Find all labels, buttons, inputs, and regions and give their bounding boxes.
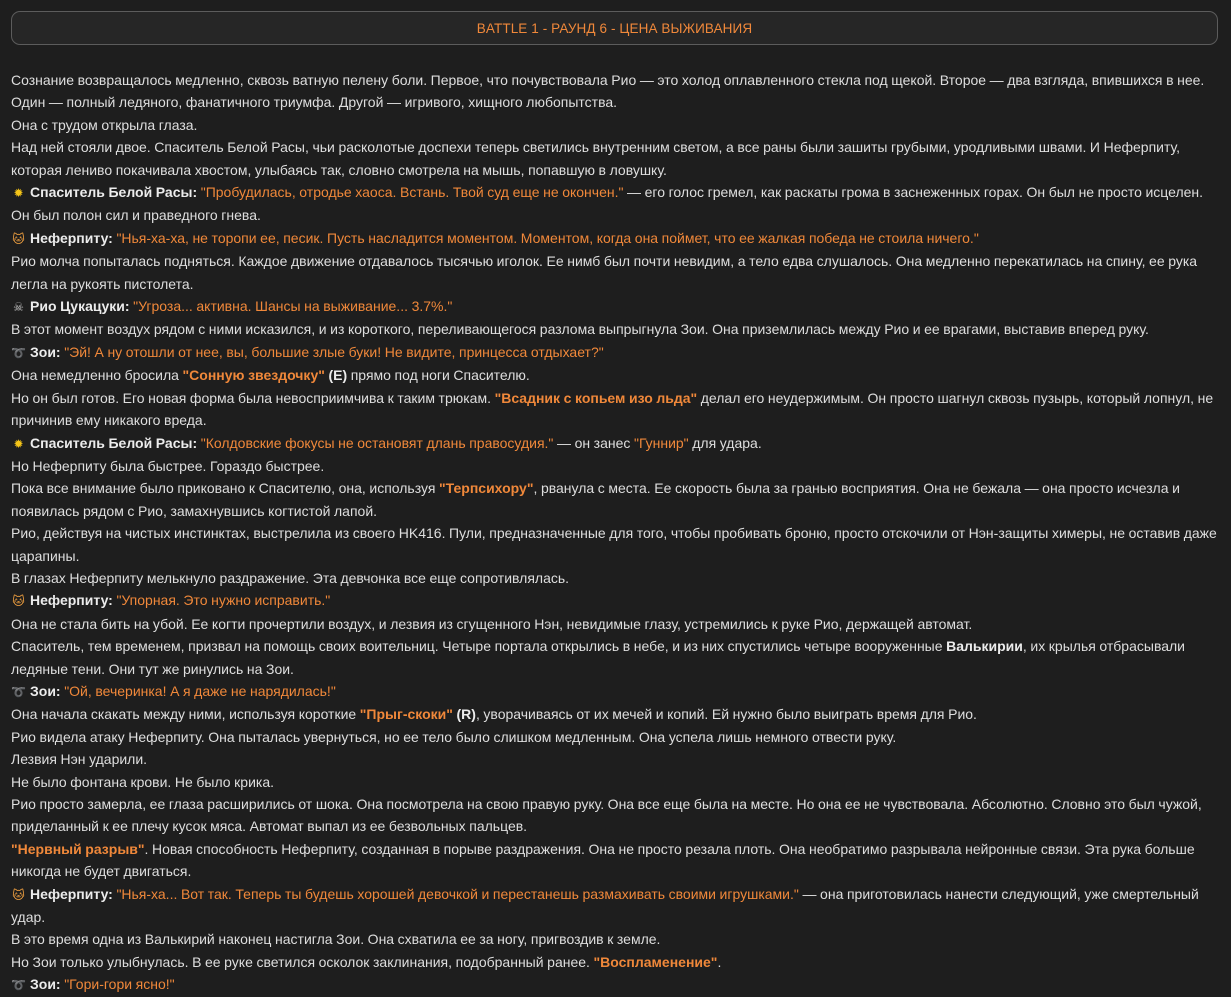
- bold-text: Неферпиту:: [30, 885, 113, 902]
- text-span: . Новая способность Неферпиту, созданная в порыве раздражения. Она не просто резала плоть. Она необратимо разрывала нейронные связи. Эта рука больше никогда не будет двигаться.: [11, 840, 1199, 880]
- highlight-text: "Гори-гори ясно!": [64, 976, 175, 993]
- text-span: В глазах Неферпиту мелькнуло раздражение. Эта девчонка все еще сопротивлялась.: [11, 569, 570, 586]
- sun-icon: ✹: [13, 436, 24, 451]
- highlight-text: "Нья-ха... Вот так. Теперь ты будешь хорошей девочкой и перестанешь размахивать своими игрушками.": [116, 885, 799, 902]
- highlight-text: "Сонную звездочку": [182, 367, 325, 384]
- cat-face-icon: 🐱: [12, 887, 25, 902]
- highlight-text: "Упорная. Это нужно исправить.": [116, 592, 331, 609]
- dialogue-line: [11, 341, 1219, 364]
- narration-line: [11, 387, 1219, 432]
- highlight-text: "Прыг-скоки": [359, 706, 453, 723]
- text-span: , рванула с места. Ее скорость была за гранью восприятия. Она не бежала — она просто исчезла и появилась рядом с Рио, замахнувшись когтистой лапой.: [11, 480, 1184, 519]
- text-span: Пока все внимание было приковано к Спасителю, она, используя: [11, 480, 439, 497]
- sun-icon: ✹: [13, 186, 24, 201]
- text-span: В это время одна из Валькирий наконец настигла Зои. Она схватила ее за ногу, пригвоздив к земле.: [11, 931, 661, 948]
- highlight-text: "Пробудилась, отродье хаоса. Встань. Твой суд еще не окончен.": [200, 184, 624, 201]
- dialogue-line: [11, 227, 1219, 250]
- bold-text: Рио Цукацуки:: [30, 298, 130, 315]
- highlight-text: "Нья-ха-ха, не торопи ее, песик. Пусть насладится моментом. Моментом, когда она поймет, что ее жалкая победа не стоила ничего.": [116, 229, 979, 246]
- narration-line: [11, 455, 1219, 477]
- text-span: Она с трудом открыла глаза.: [11, 116, 198, 133]
- bold-text: Зои:: [30, 682, 61, 699]
- bold-text: Зои:: [30, 976, 61, 993]
- text-span: , их крылья отбрасывали ледяные тени. Они тут же ринулись на Зои.: [11, 638, 1189, 677]
- text-span: Рио, действуя на чистых инстинктах, выстрелила из своего HK416. Пули, предназначенные для того, чтобы пробивать броню, просто отскочили от Нэн-защиты химеры, не оставив даже царапины.: [11, 525, 1221, 564]
- narration-line: [11, 838, 1219, 883]
- text-span: .: [717, 953, 722, 970]
- dialogue-line: [11, 680, 1219, 703]
- narration-line: [11, 793, 1219, 838]
- highlight-text: "Воспламенение": [593, 953, 718, 970]
- chapter-header: [11, 11, 1218, 45]
- text-span: Спаситель, тем временем, призвал на помощь своих воительниц. Четыре портала открылись в небе, и из них спустились четыре вооруженные: [11, 638, 947, 655]
- text-span: , уворачиваясь от их мечей и копий. Ей нужно было выиграть время для Рио.: [475, 706, 977, 723]
- portal-swirl-icon: ➰: [11, 684, 26, 699]
- narration-line: [11, 726, 1219, 748]
- text-span: Она не стала бить на убой. Ее когти прочертили воздух, и лезвия из сгущенного Нэн, невидимые глазу, устремились к руке Рио, держащей автомат.: [11, 615, 973, 632]
- text-span: Но Неферпиту была быстрее. Гораздо быстрее.: [11, 457, 325, 474]
- narration-line: [11, 136, 1219, 181]
- bold-text: Неферпиту:: [30, 229, 113, 246]
- text-span: Лезвия Нэн ударили.: [11, 751, 148, 768]
- text-span: В этот момент воздух рядом с ними исказился, и из короткого, переливающегося разлома выпрыгнула Зои. Она приземлилась между Рио и ее врагами, выставив вперед руку.: [11, 321, 1149, 338]
- dialogue-line: [11, 883, 1219, 929]
- narration-line: [11, 635, 1219, 680]
- highlight-text: "Всадник с копьем изо льда": [494, 389, 698, 406]
- narration-line: [11, 951, 1219, 973]
- narration-line: [11, 364, 1219, 386]
- narration-line: [11, 928, 1219, 950]
- text-span: Но он был готов. Его новая форма была невосприимчива к таким трюкам.: [11, 389, 495, 406]
- highlight-text: "Колдовские фокусы не остановят длань правосудия.": [200, 434, 554, 451]
- bold-text: Спаситель Белой Расы:: [30, 434, 198, 451]
- text-span: Рио просто замерла, ее глаза расширились от шока. Она посмотрела на свою правую руку. Она все еще была на месте. Но она ее не чувствовала. Абсолютно. Словно это был чужой, приделанный к ее плечу кусок мяса. Автомат выпал из ее безвольных пальцев.: [11, 796, 1206, 835]
- highlight-text: "Гуннир": [634, 434, 689, 451]
- text-span: для удара.: [688, 434, 762, 451]
- bold-text: (E): [328, 367, 348, 384]
- narration-line: [11, 703, 1219, 725]
- text-span: Она начала скакать между ними, используя короткие: [11, 706, 360, 723]
- portal-swirl-icon: ➰: [11, 978, 26, 993]
- narration-line: [11, 748, 1219, 770]
- text-span: Рио видела атаку Неферпиту. Она пыталась увернуться, но ее тело было слишком медленным. Она успела лишь немного отвести руку.: [11, 728, 897, 745]
- text-span: — он занес: [553, 434, 634, 451]
- highlight-text: "Эй! А ну отошли от нее, вы, большие злые буки! Не видите, принцесса отдыхает?": [64, 343, 604, 360]
- text-span: — его голос гремел, как раскаты грома в заснеженных горах. Он был не просто исцелен. Он был полон сил и праведного гнева.: [11, 184, 1207, 224]
- narration-line: [11, 114, 1219, 136]
- dialogue-line: [11, 432, 1219, 455]
- text-span: Рио молча попыталась подняться. Каждое движение отдавалось тысячью иголок. Ее нимб был почти невидим, а тело едва слушалось. Она медленно перекатилась на спину, ее рука легла на рукоять пистолета.: [11, 253, 1201, 292]
- highlight-text: "Терпсихору": [439, 480, 534, 497]
- cat-face-icon: 🐱: [12, 594, 25, 609]
- narration-line: [11, 522, 1219, 567]
- text-span: делал его неудержимым. Он просто шагнул сквозь пузырь, который лопнул, не причинив ему никакого вреда.: [11, 389, 1217, 429]
- narration-line: [11, 613, 1219, 635]
- bold-text: Зои:: [30, 343, 61, 360]
- story-text: [11, 69, 1219, 997]
- narration-line: [11, 250, 1219, 295]
- narration-line: [11, 567, 1219, 589]
- text-span: Но Зои только улыбнулась. В ее руке светился осколок заклинания, подобранный ранее.: [11, 953, 594, 970]
- bold-text: Спаситель Белой Расы:: [30, 184, 198, 201]
- text-span: Сознание возвращалось медленно, сквозь ватную пелену боли. Первое, что почувствовала Рио — это холод оплавленного стекла под щекой. Второе — два взгляда, впившихся в нее. Один — полный ледяного, фанатичного триумфа. Другой — игривого, хищного любопытства.: [11, 72, 1208, 111]
- text-span: Не было фонтана крови. Не было крика.: [11, 773, 274, 790]
- narration-line: [11, 318, 1219, 340]
- dialogue-line: [11, 295, 1219, 318]
- text-span: — она приготовилась нанести следующий, уже смертельный удар.: [11, 885, 1203, 926]
- highlight-text: "Ой, вечеринка! А я даже не нарядилась!": [64, 682, 336, 699]
- dialogue-line: [11, 181, 1219, 227]
- portal-swirl-icon: ➰: [11, 345, 26, 360]
- highlight-text: "Нервный разрыв": [11, 840, 145, 857]
- text-span: Над ней стояли двое. Спаситель Белой Расы, чьи расколотые доспехи теперь светились внутренним светом, а все раны были зашиты грубыми, уродливыми швами. И Неферпиту, которая лениво покачивала хвостом, улыбаясь так, словно смотрела на мышь, попавшую в ловушку.: [11, 139, 1184, 178]
- bold-text: Валькирии: [946, 638, 1023, 655]
- highlight-text: "Угроза... активна. Шансы на выживание... 3.7%.": [133, 298, 453, 315]
- chapter-title: BATTLE 1 - РАУНД 6 - ЦЕНА ВЫЖИВАНИЯ: [476, 20, 753, 36]
- narration-line: [11, 477, 1219, 522]
- skull-icon: ☠: [13, 300, 24, 315]
- dialogue-line: [11, 589, 1219, 612]
- text-span: прямо под ноги Спасителю.: [347, 367, 530, 384]
- bold-text: Неферпиту:: [30, 592, 113, 609]
- narration-line: [11, 69, 1219, 114]
- cat-face-icon: 🐱: [12, 231, 25, 246]
- narration-line: [11, 771, 1219, 793]
- text-span: Она немедленно бросила: [11, 367, 183, 384]
- bold-text: (R): [456, 706, 476, 723]
- dialogue-line: [11, 973, 1219, 996]
